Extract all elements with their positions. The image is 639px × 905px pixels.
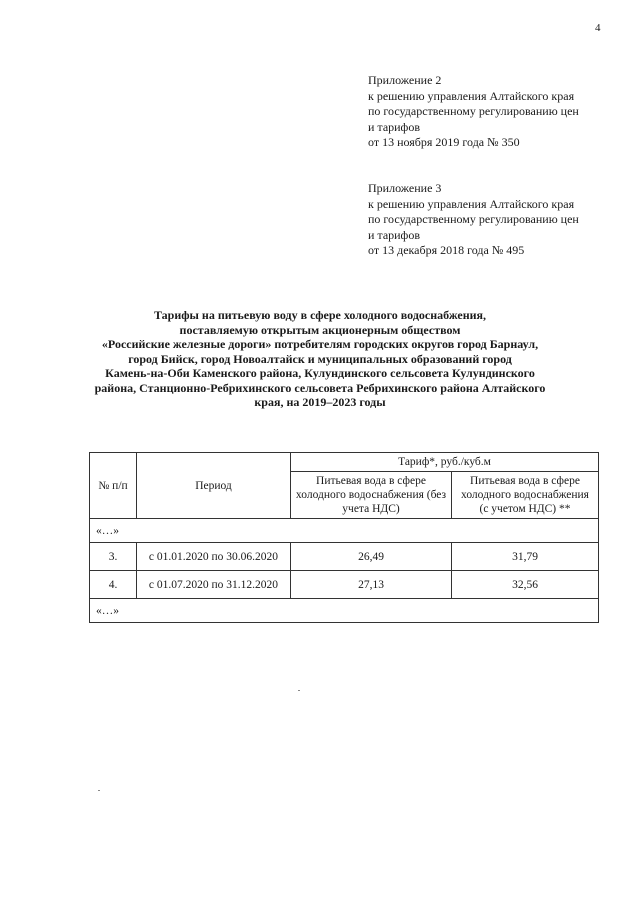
header-num: № п/п — [90, 453, 137, 519]
appendix-2-line: к решению управления Алтайского края — [368, 88, 575, 103]
appendix-3-line: к решению управления Алтайского края — [368, 196, 575, 211]
row-with-vat: 31,79 — [452, 543, 599, 571]
table-row — [90, 543, 599, 571]
page-number: 4 — [595, 22, 601, 34]
row-without-vat: 27,13 — [291, 571, 452, 599]
row-period: с 01.01.2020 по 30.06.2020 — [137, 543, 291, 571]
title-line: Тарифы на питьевую воду в сфере холодного водоснабжения, — [153, 308, 487, 322]
title-line: «Российские железные дороги» потребителям городских округов город Барнаул, — [101, 337, 539, 351]
scan-speck — [98, 790, 100, 791]
table-row-ellipsis — [90, 519, 599, 543]
row-with-vat: 32,56 — [452, 571, 599, 599]
table-row — [90, 571, 599, 599]
title-line: Камень-на-Оби Каменского района, Кулундинского сельсовета Кулундинского — [105, 366, 535, 380]
appendix-2-line: Приложение 2 — [368, 73, 442, 87]
row-num: 4. — [90, 571, 137, 599]
table-header-row — [90, 453, 599, 472]
header-without-vat: Питьевая вода в сфере холодного водоснабжения (без учета НДС) — [291, 472, 452, 519]
header-period: Период — [137, 453, 291, 519]
appendix-3-line: Приложение 3 — [368, 181, 442, 195]
ellipsis-cell: «…» — [90, 519, 599, 543]
title-line: края, на 2019–2023 годы — [254, 395, 386, 409]
document-title — [60, 308, 580, 410]
title-line: района, Станционно-Ребрихинского сельсовета Ребрихинского района Алтайского — [94, 380, 546, 395]
row-without-vat: 26,49 — [291, 543, 452, 571]
appendix-2-line: и тарифов — [368, 119, 421, 134]
appendix-2-header — [368, 73, 618, 151]
appendix-3-line: по государственному регулированию цен — [368, 212, 579, 226]
scan-speck — [298, 690, 300, 691]
row-num: 3. — [90, 543, 137, 571]
appendix-3-line: от 13 декабря 2018 года № 495 — [368, 243, 525, 257]
row-period: с 01.07.2020 по 31.12.2020 — [137, 571, 291, 599]
title-line: поставляемую открытым акционерным обществом — [179, 322, 461, 337]
appendix-3-header — [368, 181, 618, 259]
appendix-3-line: и тарифов — [368, 227, 421, 242]
header-with-vat: Питьевая вода в сфере холодного водоснабжения (с учетом НДС) ** — [452, 472, 599, 519]
title-line: город Бийск, город Новоалтайск и муниципальных образований город — [128, 351, 512, 366]
appendix-2-line: по государственному регулированию цен — [368, 104, 579, 118]
appendix-2-line: от 13 ноября 2019 года № 350 — [368, 135, 520, 149]
ellipsis-cell: «…» — [90, 599, 599, 623]
tariff-table — [89, 452, 599, 623]
table-row-ellipsis — [90, 599, 599, 623]
header-tariff: Тариф*, руб./куб.м — [291, 453, 599, 472]
